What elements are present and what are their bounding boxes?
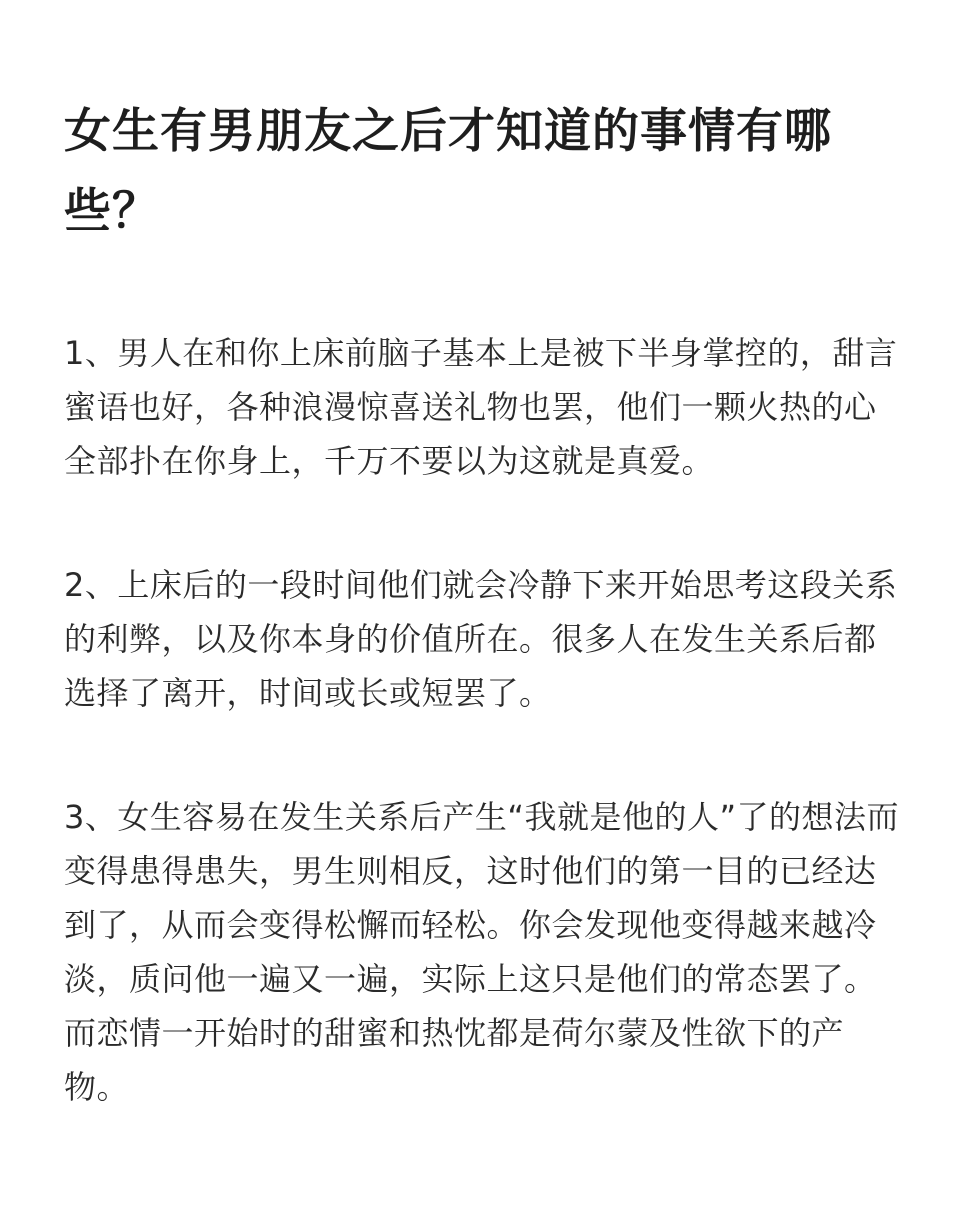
paragraph-1: 1、男人在和你上床前脑子基本上是被下半身掌控的，甜言蜜语也好，各种浪漫惊喜送礼物也罢，他们一颗火热的心全部扑在你身上，千万不要以为这就是真爱。 — [64, 334, 898, 480]
article-title: 女生有男朋友之后才知道的事情有哪些？ — [64, 104, 832, 239]
paragraph-2: 2、上床后的一段时间他们就会冷静下来开始思考这段关系的利弊，以及你本身的价值所在。很多人在发生关系后都选择了离开，时间或长或短罢了。 — [64, 566, 898, 712]
article-body — [64, 326, 900, 1114]
paragraph-3: 3、女生容易在发生关系后产生“我就是他的人”了的想法而变得患得患失，男生则相反，这时他们的第一目的已经达到了，从而会变得松懈而轻松。你会发现他变得越来越冷淡，质问他一遍又一遍，实际上这只是他们的常态罢了。而恋情一开始时的甜蜜和热忱都是荷尔蒙及性欲下的产物。 — [64, 798, 900, 1106]
